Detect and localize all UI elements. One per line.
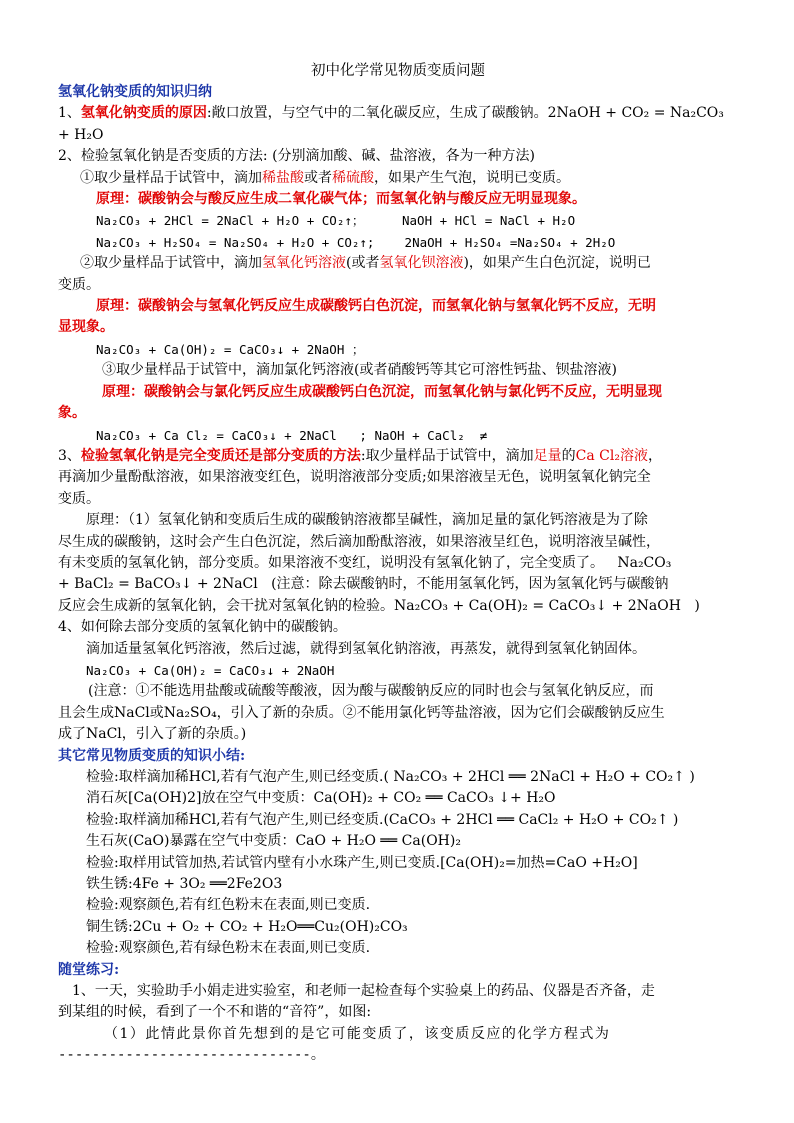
equation-5: Na₂CO₃ + Ca(OH)₂ = CaCO₃↓ + 2NaOH [86,662,335,678]
method-2-principle-2: 显现象。 [58,319,114,336]
summary-line-3: 检验:取样滴加稀HCl,若有气泡产生,则已经变质.(CaCO₃ + 2HCl ══ CaCl₂ + H₂O + CO₂↑ ) [86,811,679,828]
method-3: ③取少量样品于试管中，滴加氯化钙溶液(或者硝酸钙等其它可溶性钙盐、钡盐溶液) [102,362,617,379]
paragraph-3 [58,446,738,467]
p3-prefix: 3、 [58,447,81,464]
note-line-1: (注意：①不能选用盐酸或硫酸等酸液，因为酸与碳酸钠反应的同时也会与氢氧化钠反应，而 [88,683,654,700]
section-heading-exercise: 随堂练习: [58,961,120,978]
method-3-principle-1: 原理：碳酸钠会与氯化钙反应生成碳酸钙白色沉淀，而氢氧化钠与氯化钙不反应，无明显现 [102,383,662,400]
m1-text-a: ①取少量样品于试管中，滴加 [80,169,262,186]
summary-line-6: 铁生锈:4Fe + 3O₂ ══2Fe2O3 [86,876,283,893]
section-heading-other: 其它常见物质变质的知识小结: [58,747,246,764]
p1-red-text: 氢氧化钠变质的原因 [80,105,207,122]
equation-4: Na₂CO₃ + Ca Cl₂ = CaCO₃↓ + 2NaCl ; NaOH + CaCl₂ ≠ [96,427,488,443]
equation-2: Na₂CO₃ + H₂SO₄ = Na₂SO₄ + H₂O + CO₂↑; 2NaOH + H₂SO₄ =Na₂SO₄ + 2H₂O [96,234,616,250]
method-2-principle-1: 原理：碳酸钠会与氢氧化钙反应生成碳酸钙白色沉淀，而氢氧化钠与氢氧化钙不反应，无明 [96,298,656,315]
m2-red2: 氢氧化钡溶液 [379,255,464,272]
note-line-3: 成了NaCl，引入了新的杂质。) [58,726,247,743]
m2-text-a: ②取少量样品于试管中，滴加 [80,255,262,272]
summary-line-5: 检验:取样用试管加热,若试管内壁有小水珠产生,则已变质.[Ca(OH)₂=加热=CaO +H₂O] [86,854,638,871]
document-page [58,60,738,1067]
answer-blank: ------------------------------。 [58,1047,325,1064]
exercise-1-line-1: 1、一天，实验助手小娟走进实验室，和老师一起检查每个实验桌上的药品、仪器是否齐备，走 [72,983,655,1000]
p3-text-a: :取少量样品于试管中，滴加 [360,447,534,464]
summary-line-8: 铜生锈:2Cu + O₂ + CO₂ + H₂O══Cu₂(OH)₂CO₃ [86,918,408,935]
method-1-principle: 原理：碳酸钠会与酸反应生成二氧化碳气体；而氢氧化钠与酸反应无明显现象。 [96,191,586,208]
p3-text-c: ， [647,447,662,464]
p3-red2: 足量 [533,447,562,464]
paragraph-3-principle-2: 尽生成的碳酸钠，这时会产生白色沉淀，然后滴加酚酞溶液，如果溶液呈红色，说明溶液呈碱性， [58,533,660,550]
m2-text-c: )，如果产生白色沉淀，说明已 [463,255,651,272]
summary-line-7: 检验:观察颜色,若有红色粉末在表面,则已变质. [86,897,371,914]
m1-red1: 稀盐酸 [262,169,304,186]
summary-line-4: 生石灰(CaO)暴露在空气中变质：CaO + H₂O ══ Ca(OH)₂ [86,833,461,850]
equation-1: Na₂CO₃ + 2HCl = 2NaCl + H₂O + CO₂↑； NaOH + HCl = NaCl + H₂O [96,213,576,229]
method-1 [58,168,738,189]
paragraph-3-principle-1: 原理：（1）氢氧化钠和变质后生成的碳酸钠溶液都呈碱性，滴加足量的氯化钙溶液是为了除 [86,512,648,529]
p3-red3: Ca Cl₂溶液 [575,447,648,464]
p1-rest: :敞口放置，与空气中的二氧化碳反应，生成了碳酸钠。2NaOH + CO₂ = Na₂CO₃ [206,105,724,122]
m1-red2: 稀硫酸 [332,169,374,186]
paragraph-1 [58,103,738,124]
paragraph-4-text: 滴加适量氢氧化钙溶液，然后过滤，就得到氢氧化钠溶液，再蒸发，就得到氢氧化钠固体。 [86,640,646,657]
m2-red1: 氢氧化钙溶液 [262,255,346,272]
method-3-principle-2: 象。 [58,405,86,422]
paragraph-2: 2、检验氢氧化钠是否变质的方法: (分别滴加酸、碱、盐溶液，各为一种方法) [58,148,535,165]
summary-line-9: 检验:观察颜色,若有绿色粉末在表面,则已变质. [86,940,371,957]
paragraph-3-line-2: 再滴加少量酚酞溶液，如果溶液变红色，说明溶液部分变质;如果溶液呈无色，说明氢氧化钠完全 [58,469,651,486]
m1-text-c: ，如果产生气泡，说明已变质。 [374,169,570,186]
summary-line-1: 检验:取样滴加稀HCl,若有气泡产生,则已经变质.( Na₂CO₃ + 2HCl ══ 2NaCl + H₂O + CO₂↑ ) [86,769,695,785]
method-2-cont: 变质。 [58,276,100,293]
m1-text-b: 或者 [304,169,332,186]
p1-prefix: 1、 [58,105,81,122]
page-title: 初中化学常见物质变质问题 [311,63,485,79]
m2-text-b: (或者 [346,255,380,272]
summary-line-2: 消石灰[Ca(OH)2]放在空气中变质：Ca(OH)₂ + CO₂ ══ CaCO₃ ↓+ H₂O [86,790,556,807]
equation-3: Na₂CO₃ + Ca(OH)₂ = CaCO₃↓ + 2NaOH ； [96,341,365,357]
paragraph-3-line-3: 变质。 [58,490,100,507]
paragraph-3-principle-5: 反应会生成新的氢氧化钠，会干扰对氢氧化钠的检验。Na₂CO₃ + Ca(OH)₂ = CaCO₃↓ + 2NaOH ) [58,597,700,614]
paragraph-1-cont: + H₂O [58,126,104,143]
section-heading-naoh: 氢氧化钠变质的知识归纳 [58,84,212,100]
exercise-1-question: （1）此情此景你首先想到的是它可能变质了，该变质反应的化学方程式为 [104,1025,611,1042]
paragraph-4: 4、如何除去部分变质的氢氧化钠中的碳酸钠。 [58,619,347,636]
p3-red-text: 检验氢氧化钠是完全变质还是部分变质的方法 [80,447,361,464]
note-line-2: 且会生成NaCl或Na₂SO₄，引入了新的杂质。②不能用氯化钙等盐溶液，因为它们会碳酸钠反应生 [58,704,665,721]
p3-text-b: 的 [561,447,576,464]
paragraph-3-principle-4: + BaCl₂ = BaCO₃↓ + 2NaCl (注意：除去碳酸钠时，不能用氢氧化钙，因为氢氧化钙与碳酸钠 [58,576,669,593]
method-2 [58,253,738,274]
paragraph-3-principle-3: 有未变质的氢氧化钠，部分变质。如果溶液不变红，说明没有氢氧化钠了，完全变质了。 Na₂CO₃ [58,554,672,571]
exercise-1-line-2: 到某组的时候，看到了一个不和谐的“音符”，如图: [58,1004,372,1021]
